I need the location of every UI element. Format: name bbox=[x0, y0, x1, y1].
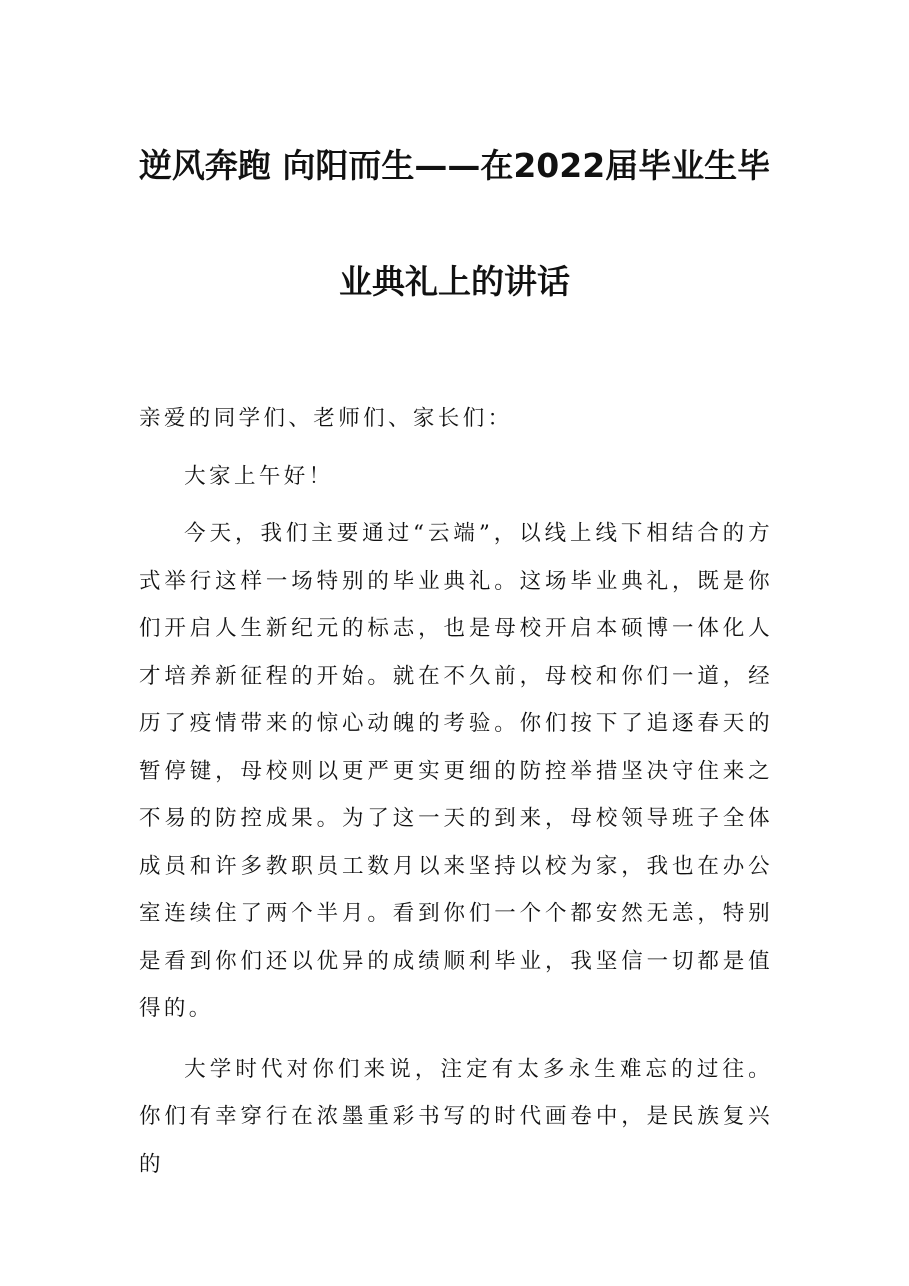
paragraph-1: 今天，我们主要通过“云端”，以线上线下相结合的方式举行这样一场特别的毕业典礼。这场毕业典礼，既是你们开启人生新纪元的标志，也是母校开启本硕博一体化人才培养新征程的开始。就在不久前，母校和你们一道，经历了疫情带来的惊心动魄的考验。你们按下了追逐春天的暂停键，母校则以更严更实更细的防控举措坚决守住来之不易的防控成果。为了这一天的到来，母校领导班子全体成员和许多教职员工数月以来坚持以校为家，我也在办公室连续住了两个半月。看到你们一个个都安然无恙，特别是看到你们还以优异的成绩顺利毕业，我坚信一切都是值得的。 bbox=[139, 521, 773, 1021]
document-body bbox=[139, 395, 773, 1188]
document-title-line-2: 业典礼上的讲话 bbox=[339, 262, 570, 301]
salutation: 大家上午好！ bbox=[184, 463, 334, 489]
greeting: 亲爱的同学们、老师们、家长们： bbox=[139, 406, 513, 431]
paragraph-2: 大学时代对你们来说，注定有太多永生难忘的过往。你们有幸穿行在浓墨重彩书写的时代画卷中，是民族复兴的 bbox=[139, 1056, 773, 1177]
document-title-line-1: 逆风奔跑 向阳而生——在2022届毕业生毕 bbox=[138, 146, 771, 185]
